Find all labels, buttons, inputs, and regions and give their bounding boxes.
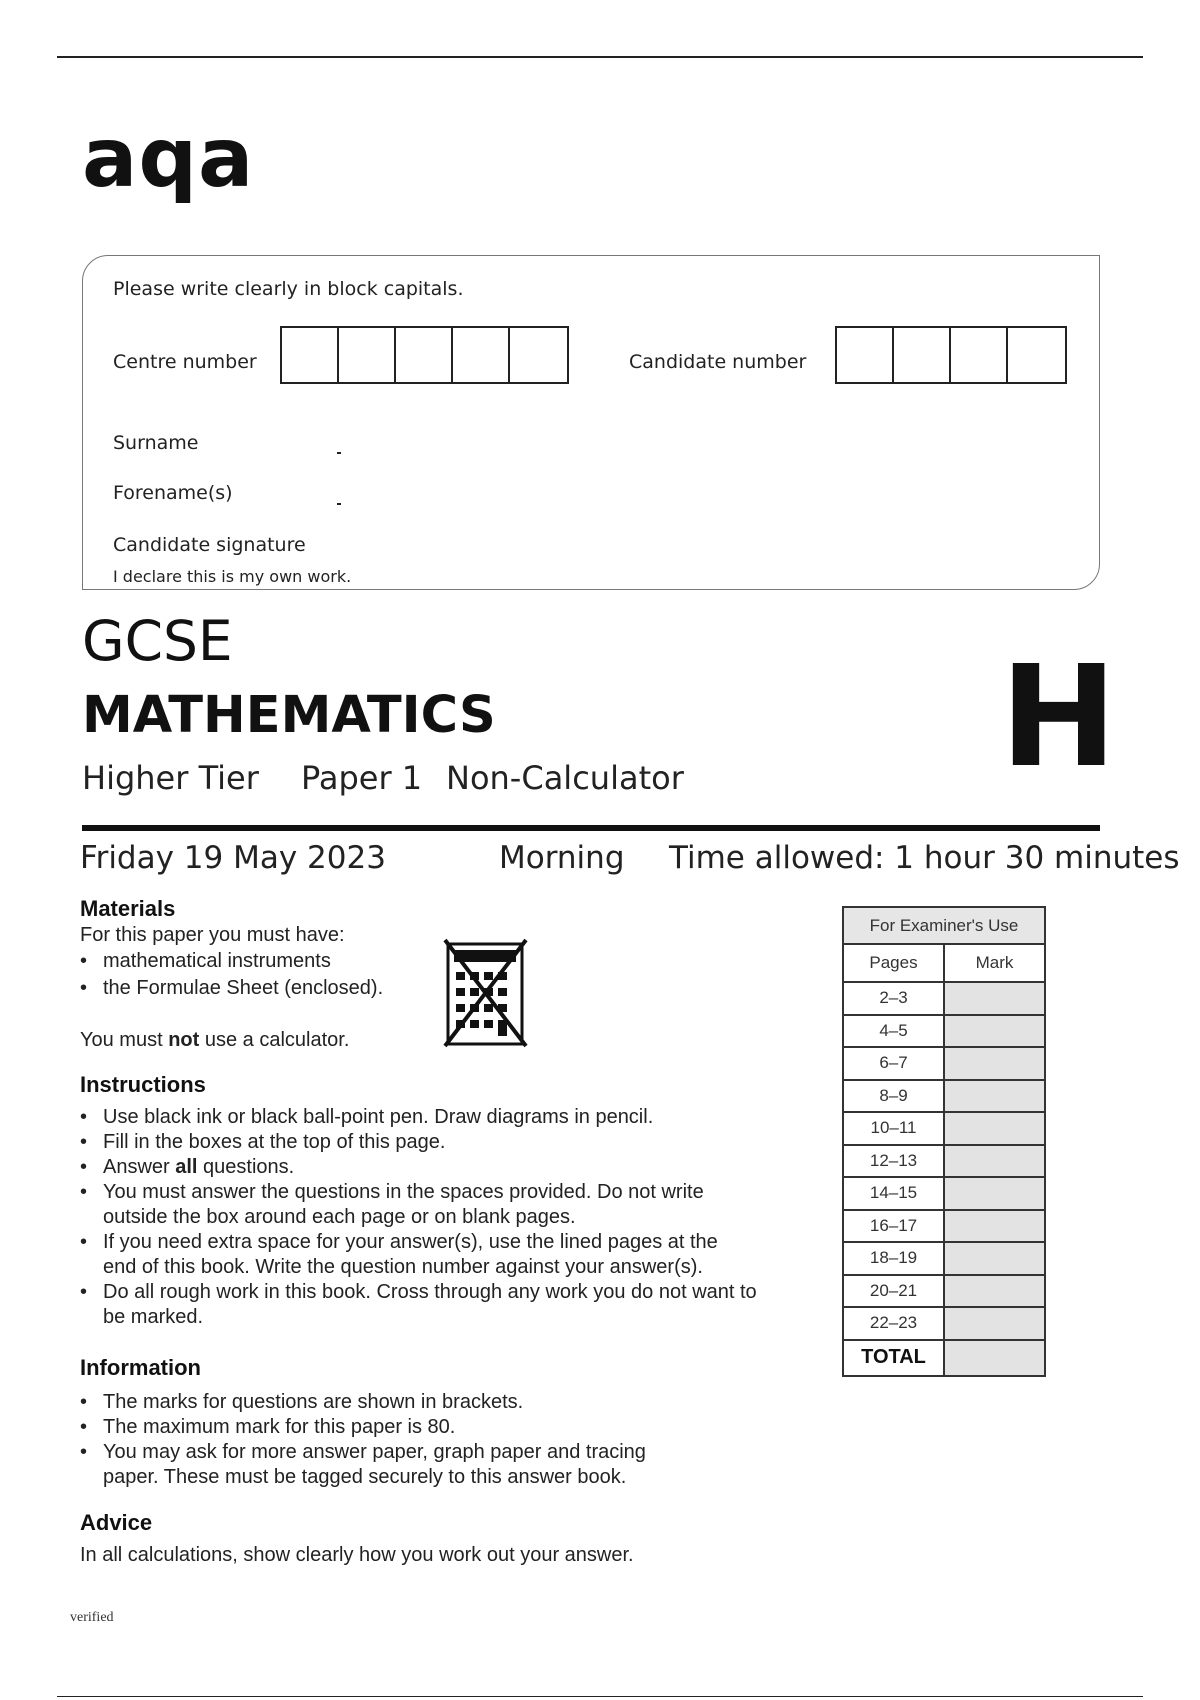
paper-label: Paper 1 [301, 759, 423, 797]
candidate-digit-box[interactable] [837, 328, 894, 382]
list-item-line: You may ask for more answer paper, graph paper and tracing [103, 1441, 646, 1463]
mark-cell [944, 982, 1045, 1015]
top-rule [57, 56, 1143, 58]
mark-cell [944, 1210, 1045, 1243]
list-item [80, 1280, 757, 1330]
mark-cell [944, 1177, 1045, 1210]
calculator-notice [80, 1029, 349, 1052]
aqa-logo: aqa [82, 111, 255, 206]
list-item-text: Answer [103, 1156, 176, 1178]
candidate-details-box [82, 255, 1100, 590]
list-item: • The marks for questions are shown in brackets. [80, 1390, 646, 1415]
subject-title: MATHEMATICS [82, 686, 496, 745]
list-item-line: end of this book. Write the question number against your answer(s). [103, 1256, 703, 1278]
centre-number-label: Centre number [113, 351, 257, 373]
surname-field[interactable] [337, 452, 341, 454]
candidate-digit-box[interactable] [894, 328, 951, 382]
page-range-cell: 10–11 [843, 1112, 944, 1145]
list-item [80, 1230, 757, 1280]
calculator-notice-post: use a calculator. [199, 1029, 350, 1051]
list-item: • Use black ink or black ball-point pen. Draw diagrams in pencil. [80, 1105, 757, 1130]
table-row [843, 1275, 1045, 1308]
bottom-rule [57, 1696, 1143, 1697]
table-row [843, 1015, 1045, 1048]
list-item-line: paper. These must be tagged securely to this answer book. [103, 1466, 627, 1488]
candidate-number-label: Candidate number [629, 351, 807, 373]
table-row [843, 1210, 1045, 1243]
tier-label: Higher Tier [82, 759, 259, 797]
page-range-cell: 12–13 [843, 1145, 944, 1178]
page-range-cell: 14–15 [843, 1177, 944, 1210]
materials-intro: For this paper you must have: [80, 924, 345, 946]
time-allowed: Time allowed: 1 hour 30 minutes [669, 840, 1180, 876]
page-range-cell: 6–7 [843, 1047, 944, 1080]
table-row [843, 1145, 1045, 1178]
calculator-notice-bold: not [168, 1029, 200, 1051]
qualification-title: GCSE [82, 609, 233, 673]
list-item-line: Do all rough work in this book. Cross through any work you do not want to [103, 1281, 757, 1303]
exam-date: Friday 19 May 2023 [80, 840, 386, 876]
list-item-line: If you need extra space for your answer(s), use the lined pages at the [103, 1231, 718, 1253]
instructions-heading: Instructions [80, 1072, 206, 1097]
tier-letter: H [1000, 636, 1118, 799]
mark-cell [944, 1015, 1045, 1048]
page-range-cell: 20–21 [843, 1275, 944, 1308]
candidate-number-boxes[interactable] [835, 326, 1067, 384]
candidate-digit-box[interactable] [1008, 328, 1065, 382]
advice-text: In all calculations, show clearly how you work out your answer. [80, 1544, 634, 1566]
centre-digit-box[interactable] [282, 328, 339, 382]
total-label: TOTAL [843, 1340, 944, 1376]
mark-cell [944, 1145, 1045, 1178]
information-list [80, 1390, 646, 1490]
pages-column-header: Pages [843, 944, 944, 982]
page-range-cell: 4–5 [843, 1015, 944, 1048]
candidate-digit-box[interactable] [951, 328, 1008, 382]
table-row [843, 1047, 1045, 1080]
table-row [843, 1080, 1045, 1113]
examiner-table-title: For Examiner's Use [843, 907, 1045, 944]
surname-label: Surname [113, 432, 199, 454]
verified-watermark: verified [70, 1610, 114, 1625]
examiner-table-body [843, 982, 1045, 1340]
centre-digit-box[interactable] [510, 328, 567, 382]
centre-digit-box[interactable] [396, 328, 453, 382]
centre-digit-box[interactable] [339, 328, 396, 382]
block-capitals-instruction: Please write clearly in block capitals. [113, 278, 464, 300]
page-range-cell: 18–19 [843, 1242, 944, 1275]
mark-cell [944, 1307, 1045, 1340]
centre-number-boxes[interactable] [280, 326, 569, 384]
signature-label: Candidate signature [113, 534, 306, 556]
mark-cell [944, 1080, 1045, 1113]
list-item [80, 1180, 757, 1230]
table-row [843, 1307, 1045, 1340]
exam-session: Morning [499, 840, 625, 876]
paper-type-label: Non-Calculator [446, 759, 684, 797]
mark-column-header: Mark [944, 944, 1045, 982]
information-heading: Information [80, 1355, 201, 1380]
mark-cell [944, 1047, 1045, 1080]
list-item-line: be marked. [103, 1306, 204, 1328]
list-item: • Fill in the boxes at the top of this page. [80, 1130, 757, 1155]
list-item: • mathematical instruments [80, 949, 383, 974]
no-calculator-icon [442, 938, 530, 1055]
page-range-cell: 2–3 [843, 982, 944, 1015]
forenames-field[interactable] [337, 503, 341, 505]
table-row [843, 1177, 1045, 1210]
centre-digit-box[interactable] [453, 328, 510, 382]
list-item [80, 1440, 646, 1490]
mark-cell [944, 1275, 1045, 1308]
total-mark-cell [944, 1340, 1045, 1376]
examiner-use-table [842, 906, 1046, 1377]
forenames-label: Forename(s) [113, 482, 233, 504]
table-row [843, 982, 1045, 1015]
list-item-line: outside the box around each page or on blank pages. [103, 1206, 576, 1228]
list-item [80, 1155, 757, 1180]
page-range-cell: 16–17 [843, 1210, 944, 1243]
table-row [843, 1112, 1045, 1145]
mark-cell [944, 1112, 1045, 1145]
page-range-cell: 8–9 [843, 1080, 944, 1113]
page-range-cell: 22–23 [843, 1307, 944, 1340]
list-item-bold: all [175, 1156, 198, 1178]
declaration-text: I declare this is my own work. [113, 567, 352, 586]
mark-cell [944, 1242, 1045, 1275]
materials-list [80, 949, 383, 1001]
table-row [843, 1242, 1045, 1275]
list-item: • The maximum mark for this paper is 80. [80, 1415, 646, 1440]
calculator-notice-pre: You must [80, 1029, 169, 1051]
materials-heading: Materials [80, 896, 176, 921]
list-item-line: You must answer the questions in the spaces provided. Do not write [103, 1181, 704, 1203]
instructions-list [80, 1105, 757, 1330]
title-divider [82, 825, 1100, 831]
advice-heading: Advice [80, 1510, 153, 1535]
list-item: • the Formulae Sheet (enclosed). [80, 976, 383, 1001]
list-item-text: questions. [197, 1156, 295, 1178]
